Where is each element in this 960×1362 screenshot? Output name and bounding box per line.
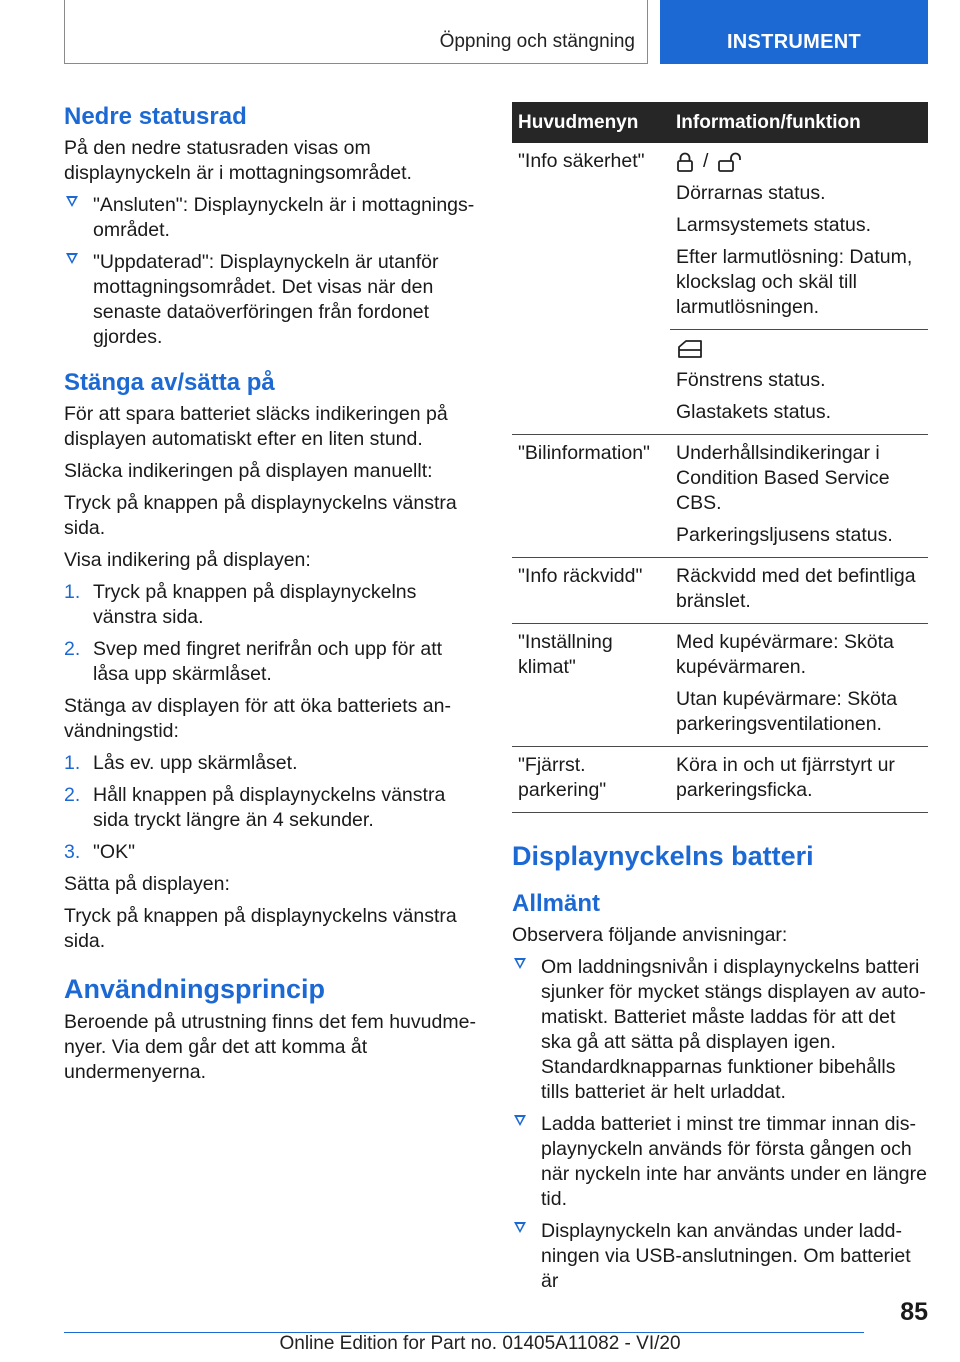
table-row — [512, 330, 928, 435]
step-number: 1. — [64, 581, 81, 603]
list-item — [64, 637, 476, 687]
cell-line: Underhållsindikeringar i Condition Based Service CBS. — [676, 442, 890, 514]
table-cell — [670, 435, 928, 558]
table-row — [512, 435, 928, 558]
heading-stanga: Stänga av/sätta på — [64, 369, 275, 396]
lock-icons — [676, 149, 922, 174]
main-menu-table — [512, 102, 928, 813]
bullet-list — [512, 955, 928, 1294]
page-header — [64, 0, 928, 64]
car-window-icon — [676, 338, 704, 360]
paragraph: Tryck på knappen på displaynyckelns vänstra sida. — [64, 905, 457, 952]
paragraph: Tryck på knappen på displaynyckelns vänstra sida. — [64, 492, 457, 539]
cell-line: Fönstrens status. — [676, 369, 826, 391]
table-header-row — [512, 102, 928, 143]
paragraph: Observera följande anvisningar: — [512, 924, 788, 946]
paragraph: Visa indikering på displayen: — [64, 549, 311, 571]
table-cell — [670, 558, 928, 624]
heading-anvandningsprincip: Användningsprincip — [64, 974, 326, 1004]
table-cell: "Bilinformation" — [512, 435, 670, 558]
step-number: 1. — [64, 752, 81, 774]
cell-line: Dörrarnas status. — [676, 182, 826, 204]
left-column — [64, 102, 476, 1092]
lock-open-icon — [717, 152, 743, 172]
paragraph: På den nedre statusraden visas om displaynyckeln är i mottagningsområdet. — [64, 137, 412, 184]
table-row — [512, 143, 928, 330]
list-item — [64, 580, 476, 630]
triangle-bullet-icon — [66, 196, 78, 207]
icon-separator: / — [703, 150, 709, 172]
list-item-text: Svep med fingret nerifrån och upp för att låsa upp skärmlåset. — [93, 638, 443, 685]
cell-line: Parkeringsljusens status. — [676, 524, 893, 546]
lock-closed-icon — [676, 152, 694, 172]
table-cell — [670, 624, 928, 747]
list-item-text: "OK" — [93, 841, 136, 863]
list-item — [512, 1219, 928, 1294]
paragraph: Stänga av displayen för att öka batteriets användningstid: — [64, 695, 451, 742]
paragraph: För att spara batteriet släcks indikeringen på displayen automatiskt efter en liten stund. — [64, 403, 448, 450]
paragraph: Släcka indikeringen på displayen manuellt: — [64, 460, 433, 482]
list-item — [64, 193, 476, 243]
numbered-list — [64, 751, 476, 865]
triangle-bullet-icon — [514, 1115, 526, 1126]
cell-line: Glastakets status. — [676, 401, 831, 423]
paragraph: Beroende på utrustning finns det fem huvudmenyer. Via dem går det att komma åt undermenyerna. — [64, 1011, 476, 1083]
table-cell — [670, 330, 928, 435]
cell-line: Köra in och ut fjärrstyrt ur parkeringsficka. — [676, 754, 895, 801]
list-item — [512, 955, 928, 1105]
list-item — [64, 783, 476, 833]
table-cell — [670, 143, 928, 330]
triangle-bullet-icon — [66, 253, 78, 264]
table-cell: "Inställning klimat" — [512, 624, 670, 747]
table-cell — [670, 747, 928, 813]
triangle-bullet-icon — [514, 958, 526, 969]
cell-line: Larmsystemets status. — [676, 214, 872, 236]
step-number: 2. — [64, 784, 81, 806]
section-title: Öppning och stängning — [64, 0, 648, 64]
window-icon-line — [676, 336, 922, 361]
page-number: 85 — [900, 1298, 928, 1326]
list-item-text: "Ansluten": Displaynyckeln är i mottagningsområdet. — [93, 194, 475, 241]
table-row — [512, 747, 928, 813]
list-item-text: Tryck på knappen på displaynyckelns vänstra sida. — [93, 581, 417, 628]
heading-displaynyckelns-batteri: Displaynyckelns batteri — [512, 841, 814, 871]
list-item — [64, 840, 476, 865]
right-column — [512, 102, 928, 1301]
cell-line: Räckvidd med det befintliga bränslet. — [676, 565, 916, 612]
paragraph: Sätta på displayen: — [64, 873, 230, 895]
table-row — [512, 558, 928, 624]
list-item-text: Ladda batteriet i minst tre timmar innan displaynyckeln används för första gången och när nyckeln inte har använts under en längre tid. — [541, 1113, 927, 1210]
cell-line: Utan kupévärmare: Sköta parkeringsventilationen. — [676, 688, 898, 735]
heading-nedre-statusrad: Nedre statusrad — [64, 103, 247, 130]
table-row — [512, 624, 928, 747]
list-item — [64, 751, 476, 776]
column-header: Information/funktion — [670, 102, 928, 143]
column-header: Huvudmenyn — [512, 102, 670, 143]
table-cell: "Info säkerhet" — [518, 150, 645, 172]
step-number: 2. — [64, 638, 81, 660]
cell-line: Efter larmutlösning: Datum, klockslag och skäl till larmutlösningen. — [676, 246, 913, 318]
heading-allmant: Allmänt — [512, 890, 601, 917]
list-item-text: Displaynyckeln kan användas under laddningen via USB-anslutningen. Om batteriet är — [541, 1220, 911, 1292]
footer-text: Online Edition for Part no. 01405A11082 - VI/20 — [279, 1333, 681, 1354]
numbered-list — [64, 580, 476, 687]
table-cell — [512, 330, 670, 435]
step-number: 3. — [64, 841, 81, 863]
cell-line: Med kupévärmare: Sköta kupévärmaren. — [676, 631, 894, 678]
list-item — [64, 250, 476, 350]
list-item-text: Lås ev. upp skärmlåset. — [93, 752, 298, 774]
triangle-bullet-icon — [514, 1222, 526, 1233]
list-item — [512, 1112, 928, 1212]
list-item-text: Håll knappen på displaynyckelns vänstra sida tryckt längre än 4 sekunder. — [93, 784, 446, 831]
chapter-tab: INSTRUMENT — [660, 0, 928, 64]
table-cell: "Fjärrst. parkering" — [512, 747, 670, 813]
bullet-list — [64, 193, 476, 350]
list-item-text: "Uppdaterad": Displaynyckeln är utanför mottagningsområdet. Det visas när den senaste dataöverföringen från fordonet gjordes. — [93, 251, 439, 348]
table-cell: "Info räckvidd" — [512, 558, 670, 624]
list-item-text: Om laddningsnivån i displaynyckelns batteri sjunker för mycket stängs displayen av automatiskt. Batteriet måste laddas för att det ska gå att sätta på displayen igen. Standardknapparnas funktioner bibehålls tills batteriet är helt urladdat. — [541, 956, 926, 1103]
